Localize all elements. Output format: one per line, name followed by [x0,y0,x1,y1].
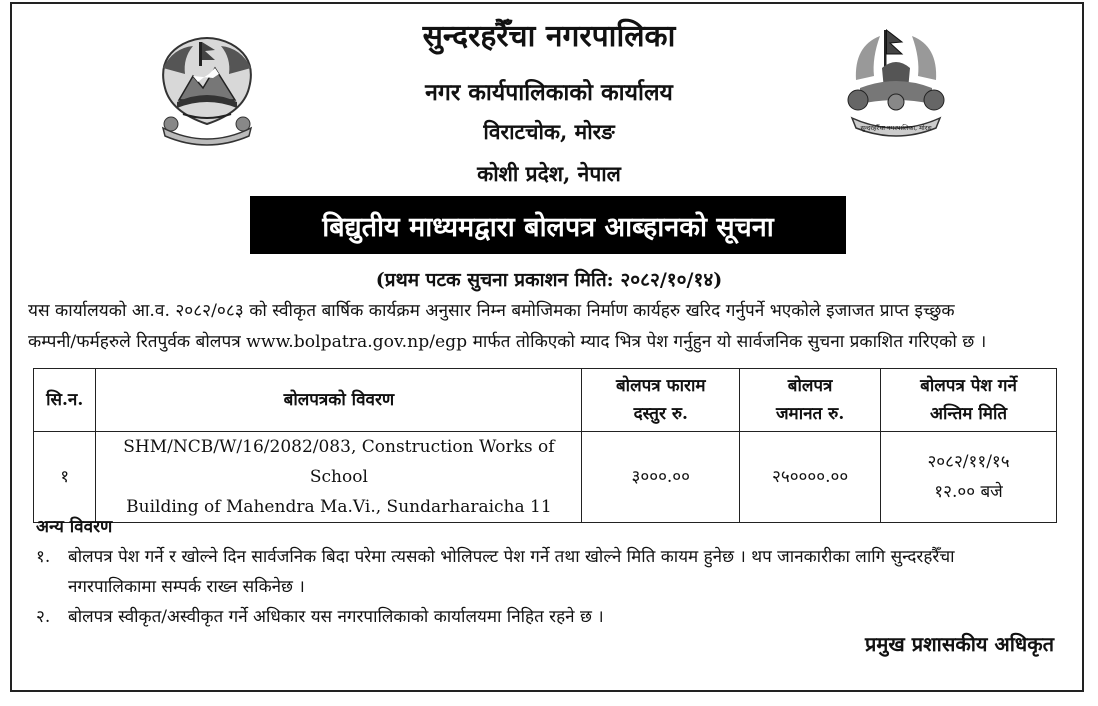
other-details-heading: अन्य विवरण [36,517,113,537]
tender-table-header-row [34,369,1057,432]
municipality-name: सुन्दरहरैँचा नगरपालिका [422,19,676,54]
office-address: विराटचोक, मोरङ [483,119,615,144]
row-deadline-time: १२.०० बजे [934,482,1003,502]
col-header-form-fee [582,369,740,432]
note-line: बोलपत्र स्वीकृत/अस्वीकृत गर्ने अधिकार यस नगरपालिकाको कार्यालयमा निहित रहने छ । [68,607,604,627]
office-name: नगर कार्यपालिकाको कार्यालय [425,79,673,106]
intro-line-2: कम्पनी/फर्महरुले रितपुर्वक बोलपत्र www.bolpatra.gov.np/egp मार्फत तोकिएको म्याद भित्र पेश गर्नुहुन यो सार्वजनिक सुचना प्रकाशित गरिएको छ । [28,332,987,352]
tender-table [33,368,1057,523]
note-number: १. [36,547,51,567]
row-description [96,432,582,523]
list-item [36,602,1066,632]
note-number: २. [36,607,51,627]
signatory-title: प्रमुख प्रशासकीय अधिकृत [865,632,1054,656]
other-details-list [36,542,1066,632]
publication-date-line: (प्रथम पटक सुचना प्रकाशन मिति: २०८२/१०/१४) [375,269,723,291]
col-header-form-fee-line2: दस्तुर रु. [633,404,688,424]
col-header-sn: सि.न. [34,369,96,432]
row-deadline [881,432,1057,523]
logo-ribbon-text: सुन्दरहरैँचा नगरपालिका, मोरङ [860,124,932,132]
row-deadline-date: २०८२/११/१५ [927,452,1010,472]
table-row [34,432,1057,523]
row-description-line2: Building of Mahendra Ma.Vi., Sundarharaicha 11 [126,497,552,517]
col-header-bid-bond-line1: बोलपत्र [787,376,833,396]
row-form-fee: ३०००.०० [582,432,740,523]
col-header-bid-bond-line2: जमानत रु. [775,404,845,424]
note-line: बोलपत्र पेश गर्ने र खोल्ने दिन सार्वजनिक बिदा परेमा त्यसको भोलिपल्ट पेश गर्ने तथा खोल्ने मिति कायम हुनेछ । थप जानकारीका लागि सुन्दरहरैँचा [68,547,955,567]
office-province: कोशी प्रदेश, नेपाल [477,161,621,186]
row-description-line1: SHM/NCB/W/16/2082/083, Construction Works of School [123,437,555,487]
note-line: नगरपालिकामा सम्पर्क राख्न सकिनेछ । [68,577,305,597]
list-item [36,542,1066,602]
col-header-deadline-line2: अन्तिम मिति [929,404,1008,424]
col-header-bid-bond [740,369,881,432]
col-header-deadline [881,369,1057,432]
row-sn: १ [34,432,96,523]
intro-line-1: यस कार्यालयको आ.व. २०८२/०८३ को स्वीकृत बार्षिक कार्यक्रम अनुसार निम्न बमोजिमका निर्माण कार्यहरु खरिद गर्नुपर्ने भएकोले इजाजत प्राप्त इच्छुक [28,301,955,321]
col-header-form-fee-line1: बोलपत्र फाराम [615,376,706,396]
col-header-deadline-line1: बोलपत्र पेश गर्ने [920,376,1017,396]
intro-paragraph [28,296,1074,358]
notice-title-banner: बिद्युतीय माध्यमद्वारा बोलपत्र आब्हानको सूचना [250,196,846,254]
col-header-description: बोलपत्रको विवरण [96,369,582,432]
row-bid-bond: २५००००.०० [740,432,881,523]
